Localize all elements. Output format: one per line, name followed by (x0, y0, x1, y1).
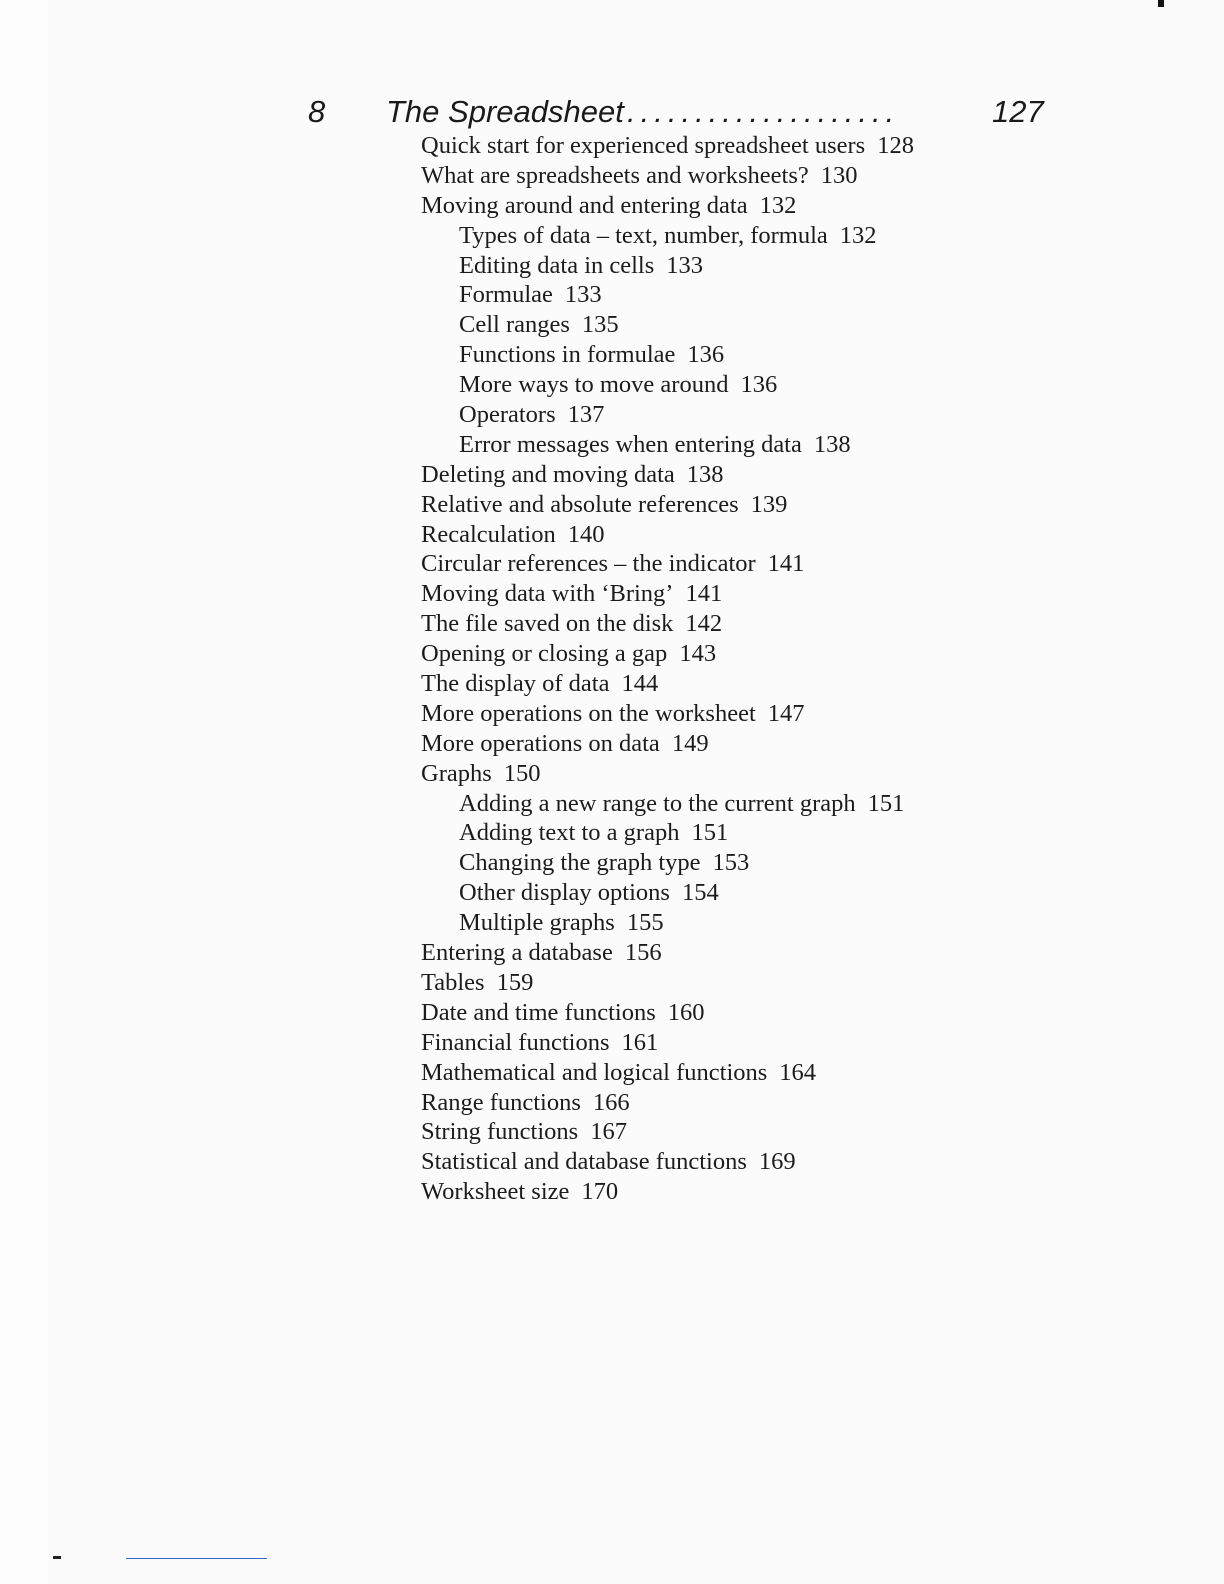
toc-entry-page: 130 (820, 161, 858, 189)
toc-entry (421, 1147, 1041, 1177)
toc-entry-page: 132 (839, 221, 877, 249)
toc-entry-page: 170 (581, 1178, 619, 1206)
toc-entry-title: Multiple graphs (459, 909, 615, 937)
toc-entry (421, 998, 1041, 1028)
toc-entry-title: The file saved on the disk (421, 610, 674, 638)
toc-entry-page: 136 (740, 371, 778, 399)
toc-entry-page: 143 (679, 640, 717, 668)
toc-entry-title: More operations on data (421, 729, 660, 757)
toc-entry (421, 1058, 1041, 1088)
toc-entry-title: Types of data – text, number, formula (459, 221, 828, 249)
toc-entry (421, 1028, 1041, 1058)
toc-entry (421, 191, 1041, 221)
toc-entry-title: Financial functions (421, 1028, 610, 1056)
toc-entry-title: Changing the graph type (459, 849, 701, 877)
toc-entry-page: 151 (867, 789, 905, 817)
toc-entry-title: Worksheet size (421, 1178, 570, 1206)
toc-entry-page: 138 (686, 460, 724, 488)
toc-entry-page: 153 (712, 849, 750, 877)
footer-rule (126, 1558, 267, 1559)
toc-entry (421, 609, 1041, 639)
toc-entry-page: 149 (671, 729, 709, 757)
toc-entry-page: 169 (758, 1148, 796, 1176)
toc-entry-title: More operations on the worksheet (421, 699, 756, 727)
toc-entry-title: Adding a new range to the current graph (459, 789, 856, 817)
toc-entry-title: Other display options (459, 879, 670, 907)
toc-subentry (421, 370, 1041, 400)
toc-subentry (421, 430, 1041, 460)
toc-entry-title: Quick start for experienced spreadsheet users (421, 132, 866, 159)
toc-entry (421, 131, 1041, 161)
toc-entry-page: 133 (564, 281, 602, 309)
toc-entry-page: 135 (581, 311, 619, 339)
toc-subentry (421, 310, 1041, 340)
toc-entry-page: 133 (666, 251, 704, 279)
toc-entry-page: 132 (759, 191, 797, 219)
toc-entry-title: Moving around and entering data (421, 191, 748, 219)
toc-entry-page: 167 (590, 1118, 627, 1146)
toc-entry (421, 520, 1041, 550)
toc-entry-title: Tables (421, 968, 485, 996)
toc-entry-title: Functions in formulae (459, 341, 676, 369)
toc-entry-page: 161 (621, 1028, 659, 1056)
toc-entry-page: 138 (813, 430, 851, 458)
toc-entry-page: 139 (750, 490, 788, 518)
toc-entry (421, 968, 1041, 998)
toc-subentry (421, 878, 1041, 908)
toc-entry-title: Formulae (459, 281, 553, 309)
toc-entry-page: 164 (779, 1058, 817, 1086)
chapter-title: The Spreadsheet (386, 94, 624, 129)
chapter-number: 8 (308, 94, 326, 129)
toc-entry-page: 142 (685, 610, 723, 638)
toc-entry (421, 549, 1041, 579)
toc-entry-title: String functions (421, 1118, 579, 1146)
toc-entry-title: Graphs (421, 759, 492, 787)
toc-entry-title: Opening or closing a gap (421, 640, 668, 668)
toc-entry-title: Cell ranges (459, 311, 570, 339)
toc-subentry (421, 340, 1041, 370)
toc-entry-page: 141 (767, 550, 805, 578)
toc-subentry (421, 908, 1041, 938)
toc-entry-page: 150 (503, 759, 541, 787)
toc-entry-title: Deleting and moving data (421, 460, 675, 488)
toc-entry (421, 938, 1041, 968)
toc-entry-title: Circular references – the indicator (421, 550, 756, 578)
toc-entry (421, 460, 1041, 490)
toc-entry (421, 729, 1041, 759)
toc-entry-page: 151 (691, 819, 729, 847)
toc-entry (421, 699, 1041, 729)
toc-entry-page: 144 (621, 670, 659, 698)
toc-entry-title: Entering a database (421, 939, 613, 967)
toc-entry (421, 579, 1041, 609)
toc-entry-page: 155 (626, 909, 664, 937)
toc-entry (421, 1177, 1041, 1207)
chapter-page-number: 127 (992, 94, 1044, 129)
toc-entry-title: Moving data with ‘Bring’ (421, 580, 674, 608)
toc-entry (421, 1117, 1041, 1147)
toc-subentry (421, 400, 1041, 430)
toc-subentry (421, 221, 1041, 251)
toc-entry-page: 136 (687, 341, 725, 369)
toc-subentry (421, 789, 1041, 819)
toc-entry-title: The display of data (421, 670, 610, 698)
toc-entry-page: 137 (567, 401, 605, 429)
toc-entry (421, 490, 1041, 520)
toc-entry-title: Date and time functions (421, 998, 656, 1026)
toc-entry-title: Relative and absolute references (421, 490, 739, 518)
toc-subentry (421, 818, 1041, 848)
chapter-dot-leader: .................... (627, 94, 900, 129)
toc-entry-page: 159 (496, 968, 534, 996)
toc-entry (421, 759, 1041, 789)
toc-entry-title: Statistical and database functions (421, 1148, 747, 1176)
toc-entry-page: 141 (685, 580, 723, 608)
toc-entry-title: Error messages when entering data (459, 430, 802, 458)
toc-entry-page: 154 (681, 879, 719, 907)
toc-entry (421, 1088, 1041, 1118)
toc-entry (421, 161, 1041, 191)
toc-entry-title: Recalculation (421, 520, 556, 548)
toc-entry (421, 669, 1041, 699)
toc-entry-title: Adding text to a graph (459, 819, 680, 847)
toc-entry-title: Mathematical and logical functions (421, 1058, 768, 1086)
toc-entry-list (421, 131, 1041, 1207)
toc-entry-page: 140 (567, 520, 605, 548)
scan-bottom-dash (53, 1556, 61, 1559)
toc-entry-page: 166 (592, 1088, 630, 1116)
toc-entry-title: Range functions (421, 1088, 581, 1116)
toc-entry-page: 156 (624, 939, 662, 967)
toc-subentry (421, 848, 1041, 878)
toc-entry-page: 147 (767, 699, 805, 727)
toc-entry-page: 160 (667, 998, 705, 1026)
toc-entry-title: Editing data in cells (459, 251, 655, 279)
toc-subentry (421, 280, 1041, 310)
toc-entry (421, 639, 1041, 669)
toc-entry-title: More ways to move around (459, 371, 729, 399)
toc-entry-title: What are spreadsheets and worksheets? (421, 161, 809, 189)
toc-entry-title: Operators (459, 401, 556, 429)
toc-subentry (421, 251, 1041, 281)
toc-entry-page: 128 (877, 132, 914, 159)
